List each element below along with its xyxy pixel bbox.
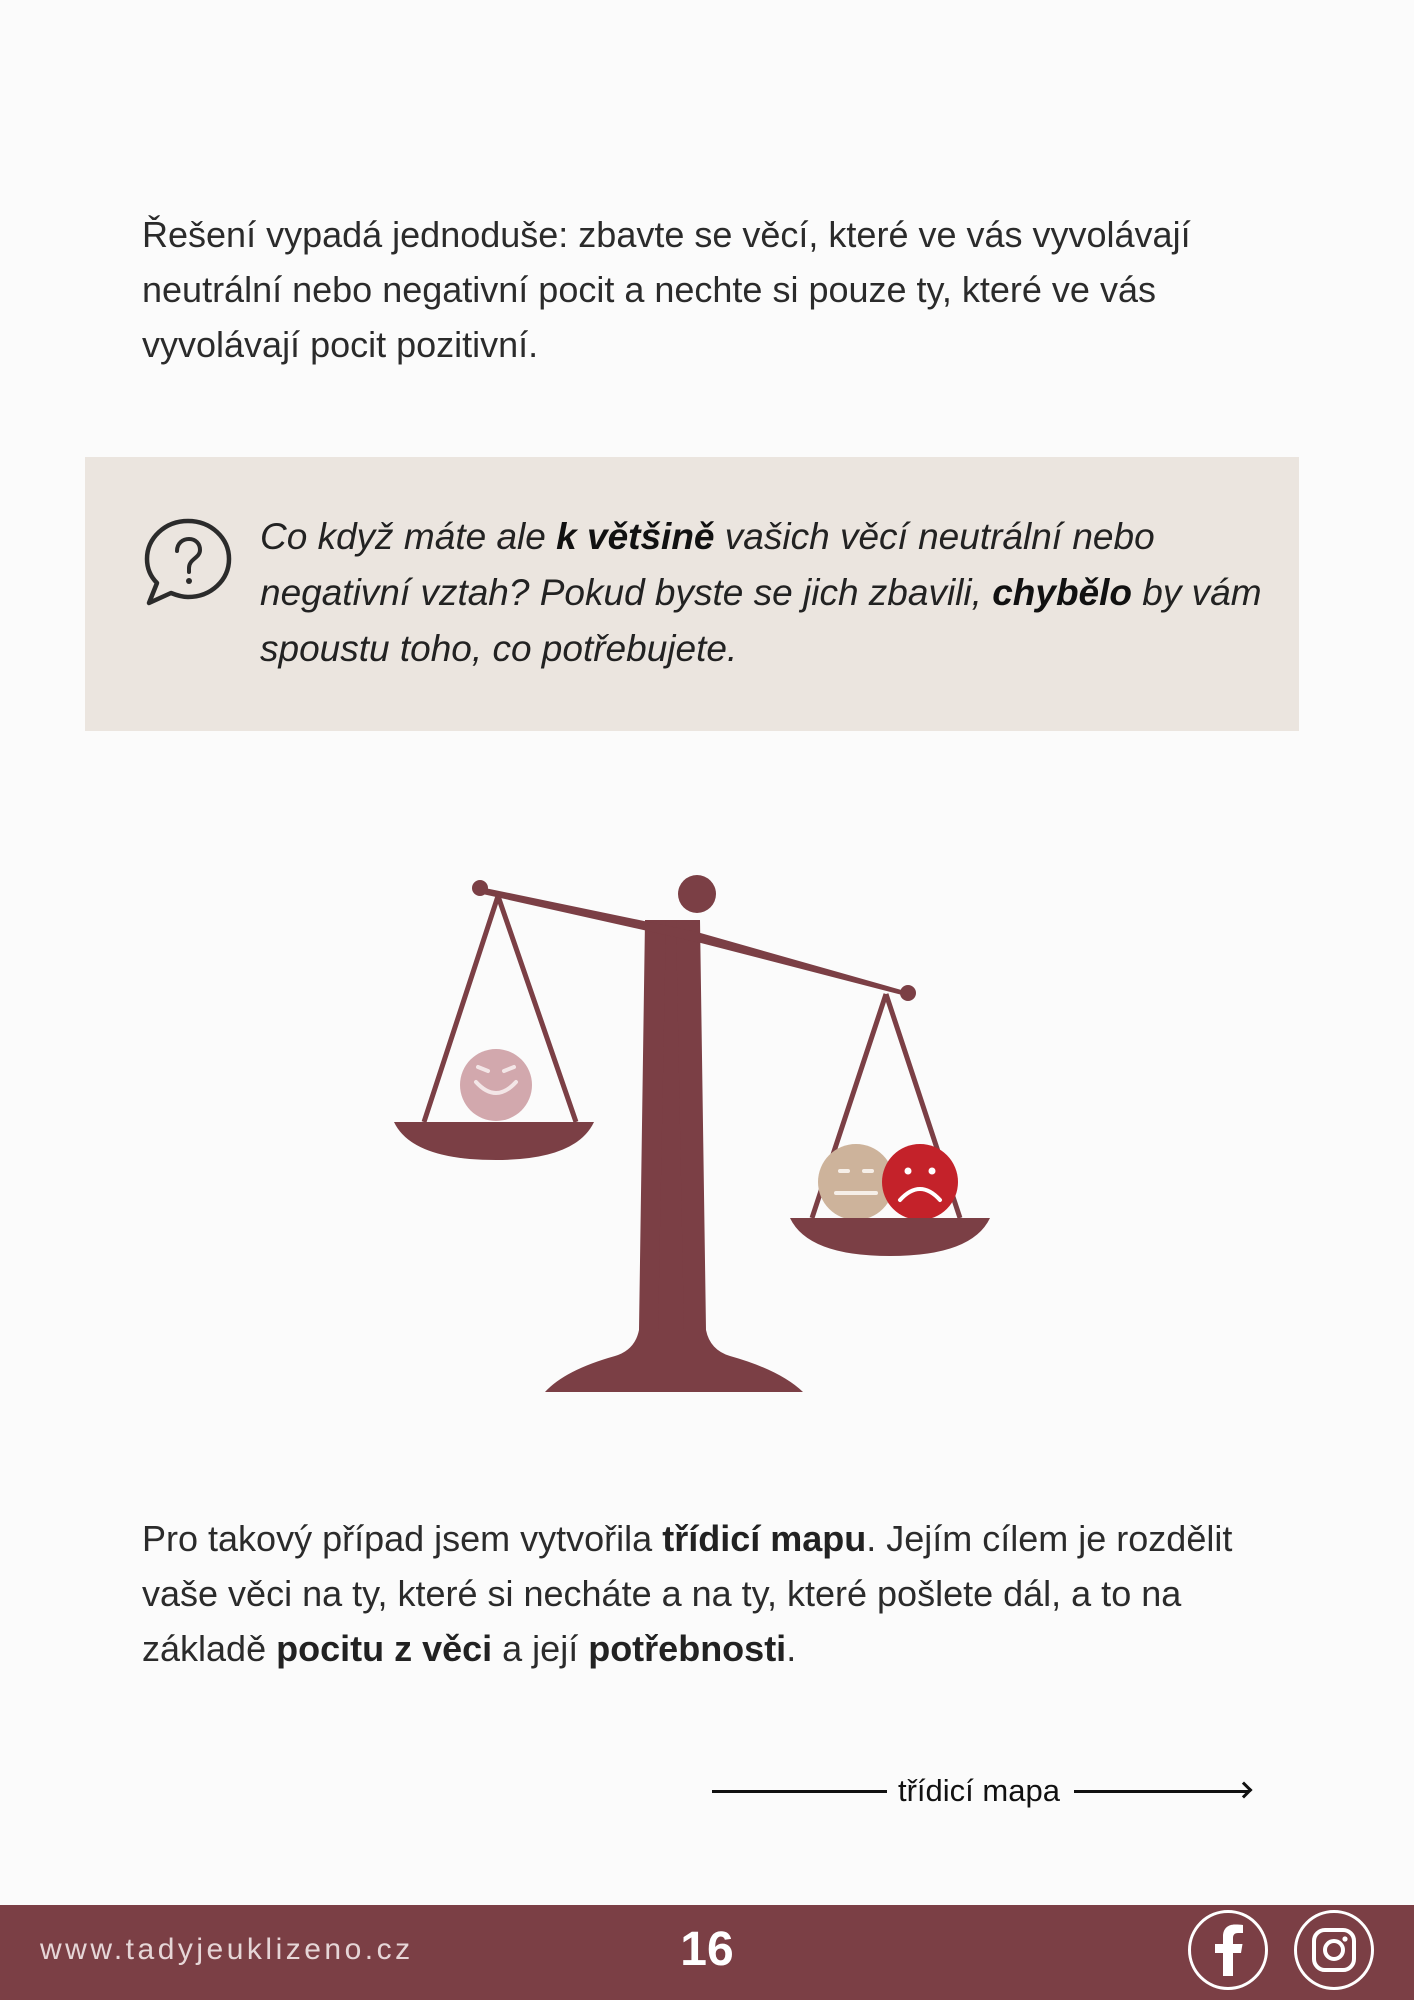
- scale-pan-right: [790, 1218, 990, 1256]
- balance-scale-icon: [380, 860, 1020, 1400]
- arrow-right-icon: [1074, 1790, 1249, 1793]
- body-text-part: .: [786, 1628, 797, 1669]
- callout-text-part: vašich věcí neutrální nebo negativní vztah? Pokud byste se jich zbavili,: [260, 516, 1155, 613]
- facebook-button[interactable]: [1188, 1910, 1268, 1990]
- footer: [0, 1905, 1414, 2000]
- callout-text-part: Co když máte ale: [260, 516, 557, 557]
- facebook-icon: [1208, 1924, 1248, 1976]
- link-line: [712, 1790, 887, 1793]
- happy-face-icon: [460, 1049, 532, 1121]
- body-text-part: a její: [492, 1628, 589, 1669]
- question-bubble-icon: [143, 517, 233, 607]
- sad-face-icon: [882, 1144, 958, 1220]
- body-text-part: Pro takový případ jsem vytvořila: [142, 1518, 663, 1559]
- callout-box: [85, 457, 1299, 731]
- page-number: 16: [680, 1923, 734, 1976]
- body-paragraph: [142, 1511, 1292, 1676]
- callout-text-part: by vám spoustu toho, co potřebujete.: [260, 572, 1262, 669]
- callout-text: [260, 509, 1270, 677]
- callout-emphasis: k většině: [556, 516, 715, 557]
- sorting-map-link[interactable]: [712, 1766, 1277, 1816]
- body-emphasis: třídicí mapu: [662, 1518, 867, 1559]
- body-emphasis: pocitu z věci: [276, 1628, 493, 1669]
- instagram-button[interactable]: [1294, 1910, 1374, 1990]
- scale-pan-left: [394, 1122, 594, 1160]
- intro-paragraph: Řešení vypadá jednoduše: zbavte se věcí, které ve vás vyvolávají neutrální nebo negativní pocit a nechte si pouze ty, které ve vás vyvolávají pocit pozitivní.: [142, 214, 1191, 365]
- body-emphasis: potřebnosti: [588, 1628, 787, 1669]
- callout-emphasis: chybělo: [992, 572, 1133, 613]
- scale-top-knob: [678, 875, 716, 913]
- link-label: třídicí mapa: [898, 1773, 1060, 1808]
- website-link[interactable]: www.tadyjeuklizeno.cz: [40, 1933, 414, 1966]
- instagram-icon: [1311, 1927, 1357, 1973]
- body-text-part: . Jejím cílem je rozdělit vaše věci na ty, které si necháte a na ty, které pošlete dál, a to na základě: [142, 1518, 1233, 1669]
